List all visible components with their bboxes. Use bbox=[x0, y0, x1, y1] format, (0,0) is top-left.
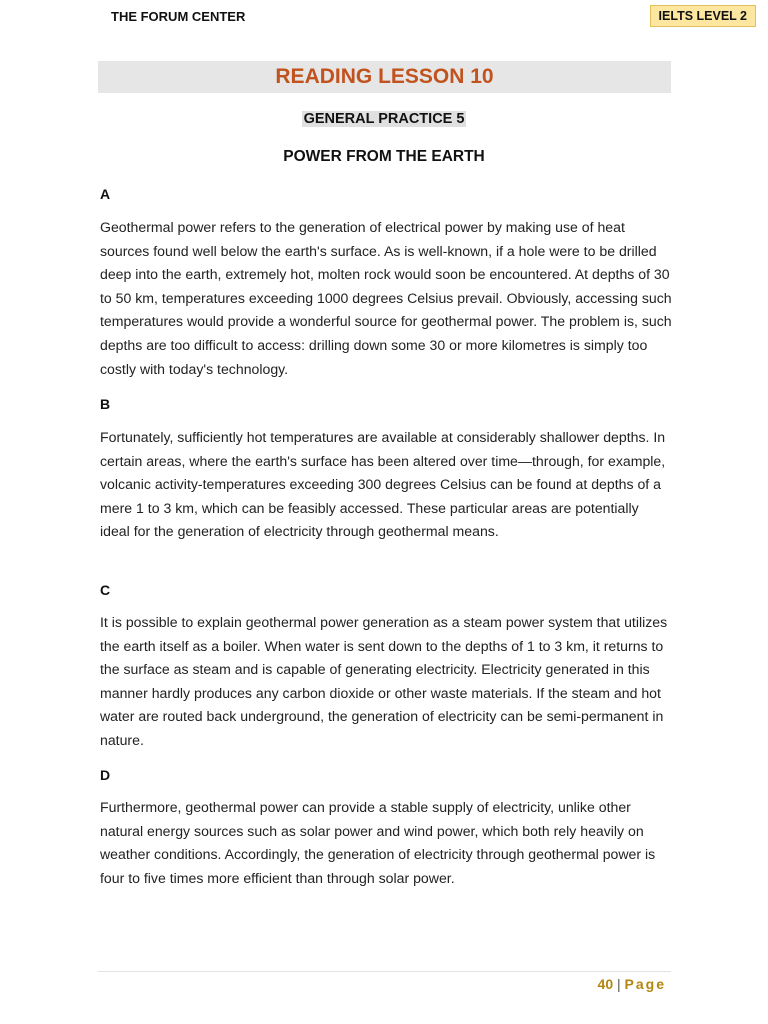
practice-title-wrap bbox=[0, 110, 768, 128]
lesson-title: READING LESSON 10 bbox=[98, 61, 671, 93]
paragraph-b: Fortunately, sufficiently hot temperatures are available at considerably shallower depths. In certain areas, where the earth's surface has been altered over time—through, for example, volcanic activity-temperatures exceeding 300 degrees Celsius can be found at depths of a mere 1 to 3 km, which can be feasibly accessed. These particular areas are potentially ideal for the generation of electricity through geothermal means. bbox=[100, 429, 666, 540]
footer-divider bbox=[98, 971, 671, 972]
section-letter-a: A bbox=[100, 186, 111, 202]
page-footer bbox=[598, 976, 666, 992]
passage-title: POWER FROM THE EARTH bbox=[283, 148, 485, 165]
paragraph-c: It is possible to explain geothermal power generation as a steam power system that utilizes the earth itself as a boiler. When water is sent down to the depths of 1 to 3 km, it returns to the surface as steam and is capable of generating electricity. Electricity generated in this manner hardly produces any carbon dioxide or other waste materials. If the steam and hot water are routed back underground, the generation of electricity can be semi-permanent in nature. bbox=[100, 614, 668, 748]
section-letter-c: C bbox=[100, 582, 111, 598]
section-letter-b: B bbox=[100, 396, 111, 412]
page-label: Page bbox=[624, 976, 666, 992]
section-letter-d: D bbox=[100, 767, 111, 783]
level-badge: IELTS LEVEL 2 bbox=[650, 5, 756, 27]
practice-title: GENERAL PRACTICE 5 bbox=[303, 111, 465, 127]
paragraph-a: Geothermal power refers to the generation of electrical power by making use of heat sources found well below the earth's surface. As is well-known, if a hole were to be drilled deep into the earth, extremely hot, molten rock would soon be encountered. At depths of 30 to 50 km, temperatures exceeding 1000 degrees Celsius prevail. Obviously, accessing such temperatures would provide a wonderful source for geothermal power. The problem is, such depths are too difficult to access: drilling down some 30 or more kilometres is simply too costly with today's technology. bbox=[100, 219, 672, 377]
header-org-name: THE FORUM CENTER bbox=[111, 9, 246, 24]
paragraph-d: Furthermore, geothermal power can provide a stable supply of electricity, unlike other natural energy sources such as solar power and wind power, which both rely heavily on weather conditions. Accordingly, the generation of electricity through geothermal power is four to five times more efficient than through solar power. bbox=[100, 799, 656, 886]
page-separator: | bbox=[613, 976, 625, 992]
page-number: 40 bbox=[597, 976, 614, 992]
